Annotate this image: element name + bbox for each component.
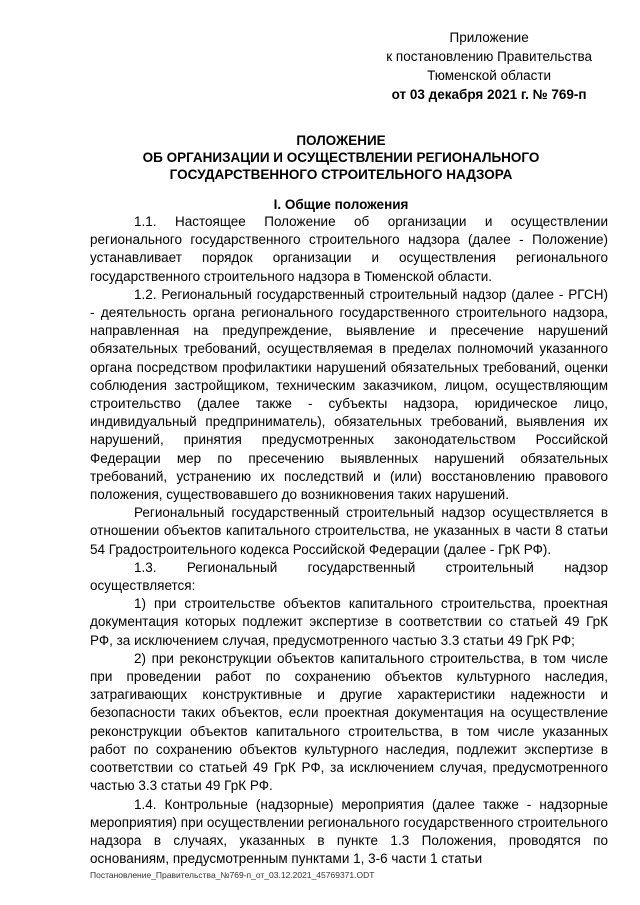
section-heading: I. Общие положения [273,197,409,212]
title-line-1: ПОЛОЖЕНИЕ [296,133,386,148]
document-body [90,213,608,868]
paragraph-1-4: 1.4. Контрольные (надзорные) мероприятия (далее также - надзорные мероприятия) при осуществлении регионального государственного строительного надзора в случаях, указанных в пункте 1.3 Положения, проводятся по основаниям, предусмотренным пунктами 1, 3-6 части 1 статьи [90,796,608,867]
file-footer: Постановление_Правительства_№769-п_от_03.12.2021_45769371.ODT [90,870,375,880]
appendix-block [386,28,592,104]
paragraph-item-2: 2) при реконструкции объектов капитального строительства, в том числе при проведении работ по сохранению объектов культурного наследия, затрагивающих конструктивные и другие характеристики надежности и безопасности таких объектов, если проектная документация на осуществление реконструкции объектов капитального строительства, в том числе указанных работ по сохранению объектов культурного наследия, подлежит экспертизе в соответствии со статьей 49 ГрК РФ, за исключением случая, предусмотренного частью 3.3 статьи 49 ГрК РФ. [90,650,608,794]
document-title [90,132,592,183]
paragraph-1-2: 1.2. Региональный государственный строительный надзор (далее - РГСН) - деятельность органа регионального государственного строительного надзора, направленная на предупреждение, выявление и пресечение нарушений обязательных требований, осуществляемая в пределах полномочий указанного органа посредством профилактики нарушений обязательных требований, оценки соблюдения застройщиком, техническим заказчиком, лицом, осуществляющим строительство (далее также - субъекты надзора, юридическое лицо, индивидуальный предприниматель), обязательных требований, выявления их нарушений, принятия предусмотренных законодательством Российской Федерации мер по пресечению выявленных нарушений обязательных требований, устранению их последствий и (или) восстановлению правового положения, существовавшего до возникновения таких нарушений. [90,286,608,503]
paragraph-scope: Региональный государственный строительный надзор осуществляется в отношении объектов капитального строительства, не указанных в части 8 статьи 54 Градостроительного кодекса Российской Федерации (далее - ГрК РФ). [90,505,608,557]
title-line-3: ГОСУДАРСТВЕННОГО СТРОИТЕЛЬНОГО НАДЗОРА [169,167,513,182]
paragraph-1-1: 1.1. Настоящее Положение об организации и осуществлении регионального государственного строительного надзора (далее - Положение) устанавливает порядок организации и осуществления регионального государственного строительного надзора в Тюменской области. [90,214,608,284]
title-line-2: ОБ ОРГАНИЗАЦИИ И ОСУЩЕСТВЛЕНИИ РЕГИОНАЛЬНОГО [142,150,540,165]
paragraph-item-1: 1) при строительстве объектов капитального строительства, проектная документация которых подлежит экспертизе в соответствии со статьей 49 ГрК РФ, за исключением случая, предусмотренного частью 3.3 статьи 49 ГрК РФ; [90,596,608,648]
appendix-reference: к постановлению Правительства [386,49,592,64]
paragraph-1-3: 1.3. Региональный государственный строительный надзор осуществляется: [90,559,608,594]
appendix-region: Тюменской области [427,68,552,83]
appendix-date-number: от 03 декабря 2021 г. № 769-п [391,87,587,102]
appendix-label: Приложение [449,30,529,45]
